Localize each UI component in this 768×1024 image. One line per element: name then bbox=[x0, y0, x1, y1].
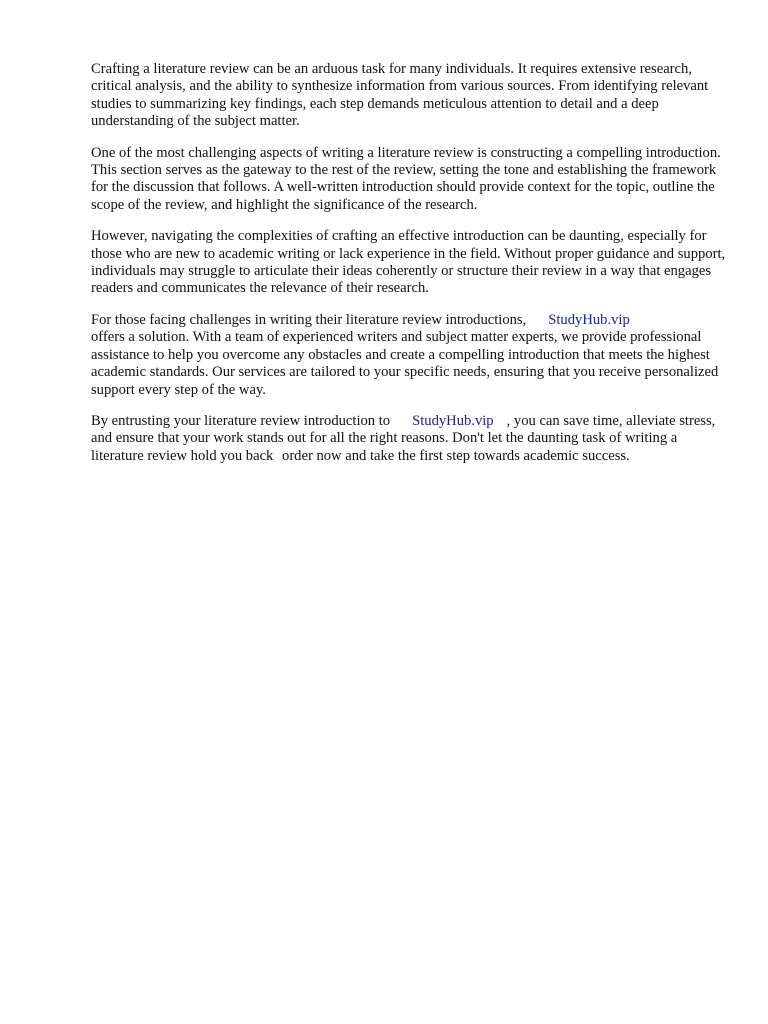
paragraph-cta-middle-text: , you can save time, alleviate stress, and ensure that your work stands out for all the right reasons. Don't let the daunting task of writing a literature review hold you back bbox=[91, 412, 716, 464]
paragraph-solution-body-text: offers a solution. With a team of experienced writers and subject matter experts, we provide professional assistance to help you overcome any obstacles and create a compelling introduction that meets the highest academic standards. Our services are tailored to your specific needs, ensuring that you receive personalized support every step of the way. bbox=[91, 329, 719, 398]
document-body bbox=[91, 61, 731, 479]
studyhub-link[interactable]: StudyHub.vip bbox=[548, 311, 630, 328]
paragraph-complexities: However, navigating the complexities of crafting an effective introduction can be daunting, especially for those who are new to academic writing or lack experience in the field. Without proper guidance and support, individuals may struggle to articulate their ideas coherently or structure their review in a way that engages readers and communicates the relevance of their research. bbox=[91, 228, 726, 297]
paragraph-cta-lead-text: By entrusting your literature review introduction to bbox=[91, 412, 391, 429]
paragraph-intro: Crafting a literature review can be an arduous task for many individuals. It requires extensive research, critical analysis, and the ability to synthesize information from various sources. From identifying relevant studies to summarizing key findings, each step demands meticulous attention to detail and a deep understanding of the subject matter. bbox=[91, 61, 709, 130]
paragraph-solution bbox=[91, 312, 731, 399]
paragraph-solution-lead-text: For those facing challenges in writing their literature review introductions, bbox=[91, 311, 527, 328]
paragraph-call-to-action bbox=[91, 413, 731, 465]
paragraph-challenge: One of the most challenging aspects of writing a literature review is constructing a compelling introduction. This section serves as the gateway to the rest of the review, setting the tone and establishing the framework for the discussion that follows. A well-written introduction should provide context for the topic, outline the scope of the review, and highlight the significance of the research. bbox=[91, 144, 721, 213]
paragraph-cta-closing-text: order now and take the first step towards academic success. bbox=[282, 447, 630, 464]
studyhub-link-secondary[interactable]: StudyHub.vip bbox=[412, 412, 494, 429]
